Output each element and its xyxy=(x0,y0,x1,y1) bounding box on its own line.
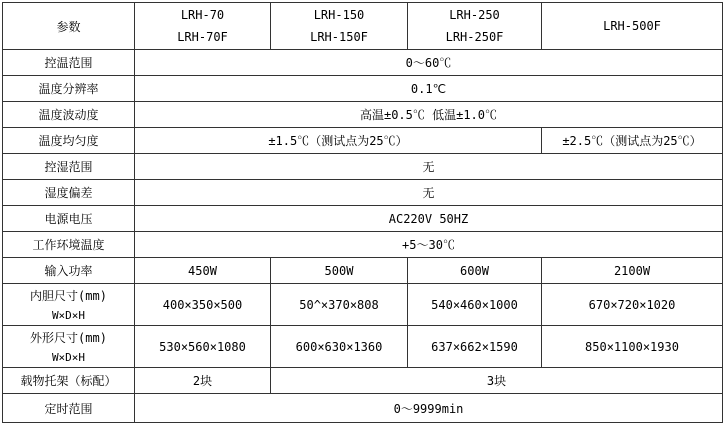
cell-outer-size-lrh70: 530×560×1080 xyxy=(135,326,271,368)
model-name-line1: LRH-250 xyxy=(449,8,500,22)
row-label: 电源电压 xyxy=(3,206,135,232)
table-row-humidity-deviation xyxy=(3,180,723,206)
model-name-line2: LRH-150F xyxy=(310,30,368,44)
cell-outer-size-lrh500f: 850×1100×1930 xyxy=(542,326,723,368)
row-label: 控湿范围 xyxy=(3,154,135,180)
row-label xyxy=(3,284,135,326)
spec-table xyxy=(2,2,723,423)
table-row-working-ambient-temp xyxy=(3,232,723,258)
param-header-cell: 参数 xyxy=(3,3,135,50)
row-value-lrh500f: ±2.5℃（测试点为25℃） xyxy=(542,128,723,154)
row-label: 温度分辨率 xyxy=(3,76,135,102)
table-row-temp-uniformity xyxy=(3,128,723,154)
cell-outer-size-lrh250: 637×662×1590 xyxy=(408,326,542,368)
table-row-power-voltage xyxy=(3,206,723,232)
table-row-inner-size xyxy=(3,284,723,326)
table-row-outer-size xyxy=(3,326,723,368)
cell-outer-size-lrh150: 600×630×1360 xyxy=(271,326,408,368)
row-value: 0.1℃ xyxy=(135,76,723,102)
cell-input-power-lrh150: 500W xyxy=(271,258,408,284)
row-label: 温度波动度 xyxy=(3,102,135,128)
cell-inner-size-lrh70: 400×350×500 xyxy=(135,284,271,326)
cell-inner-size-lrh500f: 670×720×1020 xyxy=(542,284,723,326)
row-value: +5～30℃ xyxy=(135,232,723,258)
table-row-temp-control-range xyxy=(3,50,723,76)
row-label-line2: W×D×H xyxy=(51,350,86,364)
row-label-line1: 外形尺寸(mm) xyxy=(30,331,107,346)
row-label-line2: W×D×H xyxy=(51,308,86,322)
row-value: 0～9999min xyxy=(135,394,723,423)
table-row-shelves xyxy=(3,368,723,394)
cell-input-power-lrh500f: 2100W xyxy=(542,258,723,284)
row-value: 无 xyxy=(135,154,723,180)
row-label xyxy=(3,326,135,368)
cell-shelves-others: 3块 xyxy=(271,368,723,394)
row-label: 载物托架（标配） xyxy=(3,368,135,394)
row-label-line1: 内胆尺寸(mm) xyxy=(30,289,107,304)
row-value-main: ±1.5℃（测试点为25℃） xyxy=(135,128,542,154)
row-label: 控温范围 xyxy=(3,50,135,76)
model-header-lrh150 xyxy=(271,3,408,50)
row-label: 工作环境温度 xyxy=(3,232,135,258)
cell-input-power-lrh70: 450W xyxy=(135,258,271,284)
table-row-input-power xyxy=(3,258,723,284)
row-label: 定时范围 xyxy=(3,394,135,423)
model-header-lrh500f: LRH-500F xyxy=(542,3,723,50)
row-value: 无 xyxy=(135,180,723,206)
header-row xyxy=(3,3,723,50)
cell-input-power-lrh250: 600W xyxy=(408,258,542,284)
model-name-line1: LRH-150 xyxy=(313,8,365,22)
table-row-temp-resolution xyxy=(3,76,723,102)
table-row-temp-fluctuation xyxy=(3,102,723,128)
row-label: 温度均匀度 xyxy=(3,128,135,154)
row-label: 湿度偏差 xyxy=(3,180,135,206)
cell-inner-size-lrh250: 540×460×1000 xyxy=(408,284,542,326)
row-value: AC220V 50HZ xyxy=(135,206,723,232)
model-name-line2: LRH-250F xyxy=(445,30,504,44)
model-header-lrh70 xyxy=(135,3,271,50)
cell-shelves-lrh70: 2块 xyxy=(135,368,271,394)
row-label: 输入功率 xyxy=(3,258,135,284)
table-row-timer-range xyxy=(3,394,723,423)
cell-inner-size-lrh150: 50^×370×808 xyxy=(271,284,408,326)
row-value: 高温±0.5℃ 低温±1.0℃ xyxy=(135,102,723,128)
table-row-humidity-control-range xyxy=(3,154,723,180)
row-value: 0～60℃ xyxy=(135,50,723,76)
model-name-line1: LRH-70 xyxy=(180,8,225,22)
model-name-line2: LRH-70F xyxy=(177,30,228,44)
model-header-lrh250 xyxy=(408,3,542,50)
